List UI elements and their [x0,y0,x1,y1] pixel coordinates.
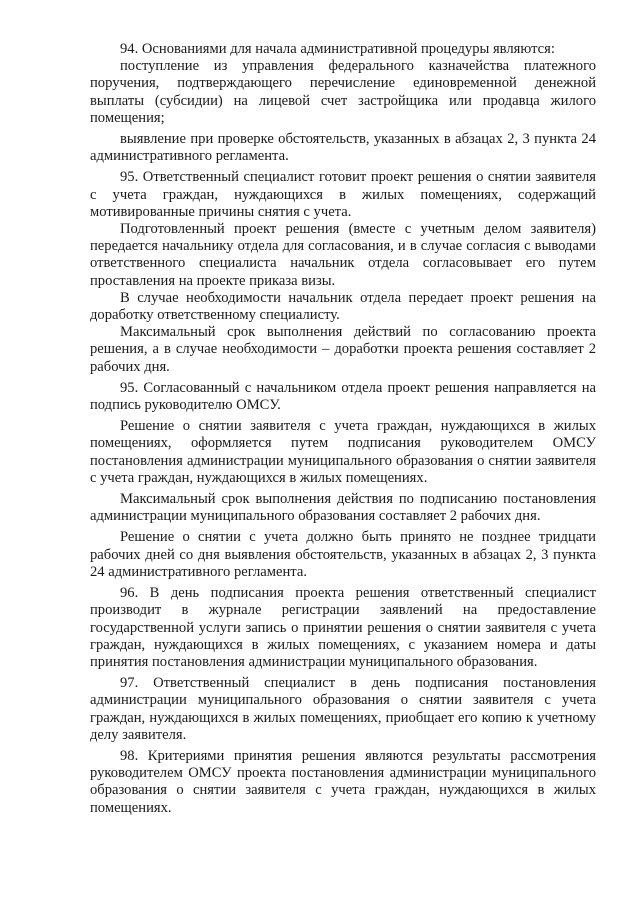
paragraph-95-deadline: Максимальный срок выполнения действий по согласованию проекта решения, а в случае необходимости – доработки проекта решения составляет 2 рабочих дня. [90,324,596,375]
paragraph-94-item-2: выявление при проверке обстоятельств, указанных в абзацах 2, 3 пункта 24 административного регламента. [90,131,596,165]
paragraph-95-signing: 95. Согласованный с начальником отдела проект решения направляется на подпись руководителю ОМСУ. [90,379,596,414]
paragraph-97: 97. Ответственный специалист в день подписания постановления администрации муниципального образования о снятии заявителя с учета граждан, нуждающихся в жилых помещениях, приобщает его копию к учетному делу заявителя. [90,675,596,743]
paragraph-95-decision: Решение о снятии заявителя с учета граждан, нуждающихся в жилых помещениях, оформляется путем подписания руководителем ОМСУ постановления администрации муниципального образования о снятии заявителя с учета граждан, нуждающихся в жилых помещениях. [90,418,596,486]
paragraph-94-item-1: поступление из управления федерального казначейства платежного поручения, подтверждающего перечисление единовременной денежной выплаты (субсидии) на лицевой счет застройщика или продавца жилого помещения; [90,58,596,126]
paragraph-98: 98. Критериями принятия решения являются результаты рассмотрения руководителем ОМСУ проекта постановления администрации муниципального образования о снятии заявителя с учета граждан, нуждающихся в жилых помещениях. [90,747,596,816]
paragraph-96: 96. В день подписания проекта решения ответственный специалист производит в журнале регистрации заявлений на предоставление государственной услуги запись о принятии решения о снятии заявителя с учета граждан, нуждающихся в жилых помещениях, с указанием номера и даты принятия постановления администрации муниципального образования. [90,585,596,670]
document-body [90,41,596,821]
paragraph-95-signing-deadline: Максимальный срок выполнения действия по подписанию постановления администрации муниципального образования составляет 2 рабочих дня. [90,491,596,525]
paragraph-95-decision-deadline: Решение о снятии с учета должно быть принято не позднее тридцати рабочих дней со дня выявления обстоятельств, указанных в абзацах 2, 3 пункта 24 административного регламента. [90,529,596,580]
paragraph-95-approval: Подготовленный проект решения (вместе с учетным делом заявителя) передается начальнику отдела для согласования, и в случае согласия с выводами ответственного специалиста начальник отдела согласовывает его путем проставления на проекте приказа визы. [90,221,596,289]
paragraph-95-revision: В случае необходимости начальник отдела передает проект решения на доработку ответственному специалисту. [90,289,596,324]
paragraph-95-draft: 95. Ответственный специалист готовит проект решения о снятии заявителя с учета граждан, нуждающихся в жилых помещениях, содержащий мотивированные причины снятия с учета. [90,169,596,220]
paragraph-94: 94. Основаниями для начала административной процедуры являются: [120,41,555,57]
